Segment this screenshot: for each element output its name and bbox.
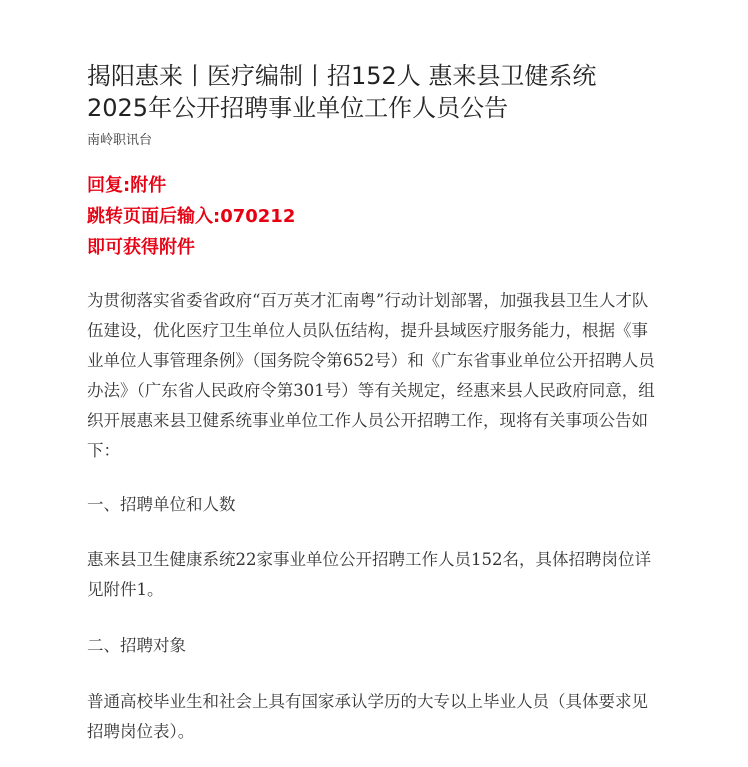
article-title: 揭阳惠来丨医疗编制丨招152人 惠来县卫健系统2025年公开招聘事业单位工作人员公告 (87, 62, 597, 122)
notice-line: 跳转页面后输入:070212 (87, 206, 296, 227)
section-heading: 一、招聘单位和人数 (87, 495, 236, 514)
section-heading: 二、招聘对象 (87, 636, 186, 655)
section-paragraph: 惠来县卫生健康系统22家事业单位公开招聘工作人员152名，具体招聘岗位详见附件1。 (87, 550, 651, 599)
article-source[interactable]: 南岭职讯台 (87, 133, 153, 148)
notice-line: 即可获得附件 (87, 237, 195, 258)
section-paragraph: 普通高校毕业生和社会上具有国家承认学历的大专以上毕业人员（具体要求见招聘岗位表）。 (87, 692, 648, 741)
notice-line: 回复:附件 (87, 175, 167, 196)
intro-paragraph: 为贯彻落实省委省政府“百万英才汇南粤”行动计划部署，加强我县卫生人才队伍建设，优化医疗卫生单位人员队伍结构，提升县域医疗服务能力，根据《事业单位人事管理条例》（国务院令第652号）和《广东省事业单位公开招聘人员办法》（广东省人民政府令第301号）等有关规定，经惠来县人民政府同意，组织开展惠来县卫健系统事业单位工作人员公开招聘工作，现将有关事项公告如下： (87, 291, 655, 460)
